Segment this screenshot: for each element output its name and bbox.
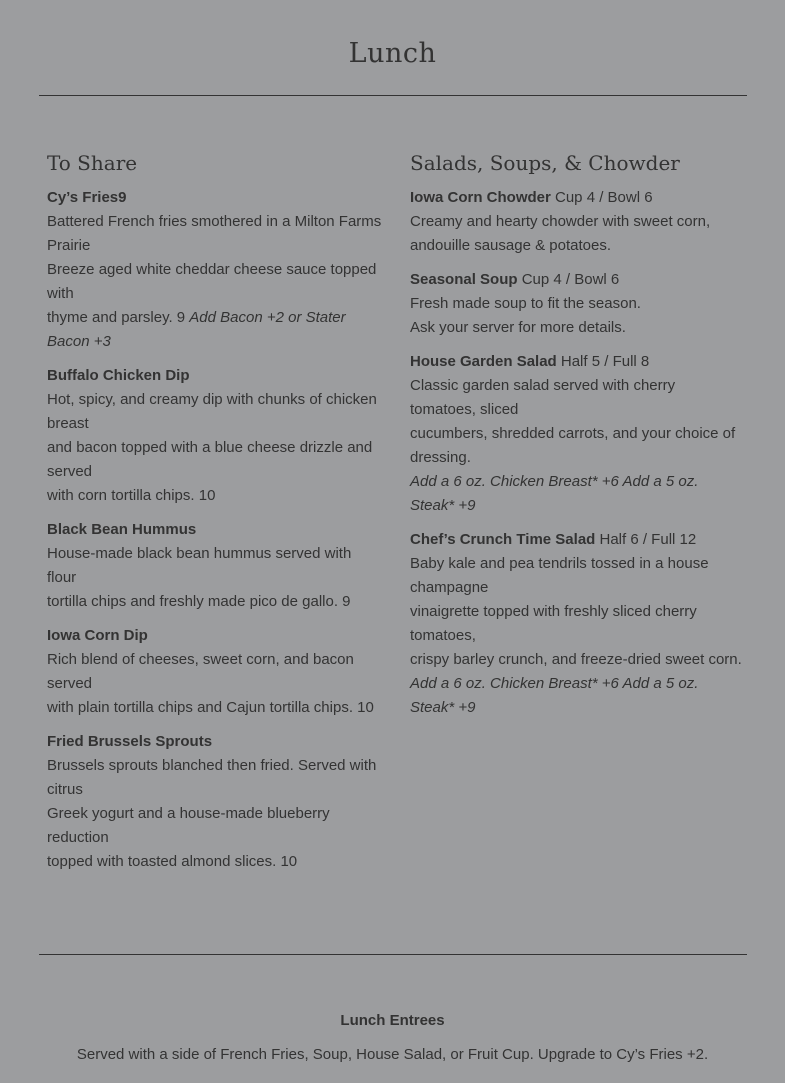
item-description-line: and bacon topped with a blue cheese drizzle and served	[47, 439, 373, 480]
item-addon: Add a 6 oz. Chicken Breast* +6 Add a 5 oz. Steak* +9	[410, 675, 699, 716]
item-name: Seasonal Soup	[410, 271, 518, 288]
item-description-line: Greek yogurt and a house-made blueberry reduction	[47, 805, 330, 846]
item-description-line: Hot, spicy, and creamy dip with chunks of chicken breast	[47, 391, 377, 432]
item-description-line: tortilla chips and freshly made pico de gallo. 9	[47, 593, 351, 610]
item-description-text: thyme and parsley. 9	[47, 309, 190, 326]
item-name: Iowa Corn Chowder	[410, 189, 551, 206]
item-name: Cy’s Fries9	[47, 189, 127, 206]
item-addon: Add a 6 oz. Chicken Breast* +6 Add a 5 oz. Steak* +9	[410, 473, 699, 514]
item-name: House Garden Salad	[410, 353, 557, 370]
menu-item	[410, 186, 745, 258]
item-price: Cup 4 / Bowl 6	[550, 189, 653, 206]
menu-item	[47, 186, 382, 354]
item-price: Cup 4 / Bowl 6	[517, 271, 620, 288]
item-description-line: Ask your server for more details.	[410, 319, 626, 336]
item-description-line: with corn tortilla chips. 10	[47, 487, 216, 504]
section-heading: To Share	[47, 151, 138, 175]
item-description-line: topped with toasted almond slices. 10	[47, 853, 298, 870]
item-description-line: cucumbers, shredded carrots, and your choice of dressing.	[410, 425, 736, 466]
item-description-line: Creamy and hearty chowder with sweet corn, andouille sausage & potatoes.	[410, 213, 711, 254]
top-divider	[39, 95, 747, 96]
item-description-line: Baby kale and pea tendrils tossed in a house champagne	[410, 555, 709, 596]
menu-item	[410, 528, 745, 720]
menu-item	[410, 350, 745, 518]
item-price: Half 6 / Full 12	[595, 531, 697, 548]
item-description-line: House-made black bean hummus served with flour	[47, 545, 352, 586]
item-name: Fried Brussels Sprouts	[47, 733, 213, 750]
item-price: Half 5 / Full 8	[556, 353, 650, 370]
bottom-divider	[39, 954, 747, 955]
item-description-line: Classic garden salad served with cherry tomatoes, sliced	[410, 377, 676, 418]
item-name: Buffalo Chicken Dip	[47, 367, 190, 384]
item-name: Black Bean Hummus	[47, 521, 197, 538]
item-description-line: Fresh made soup to fit the season.	[410, 295, 641, 312]
menu-item	[47, 730, 382, 874]
to-share-section	[47, 150, 382, 884]
section-heading: Salads, Soups, & Chowder	[410, 151, 680, 175]
item-description-line: Battered French fries smothered in a Milton Farms Prairie	[47, 213, 382, 254]
entrees-note: Served with a side of French Fries, Soup, House Salad, or Fruit Cup. Upgrade to Cy’s Fries +2.	[76, 1046, 709, 1063]
item-description-line: Breeze aged white cheddar cheese sauce topped with	[47, 261, 377, 302]
item-name: Iowa Corn Dip	[47, 627, 148, 644]
item-description-line	[47, 306, 382, 354]
item-addon: Add Bacon +2 or Stater Bacon +3	[47, 309, 346, 350]
menu-item	[47, 518, 382, 614]
salads-section	[410, 150, 745, 730]
entrees-heading: Lunch Entrees	[340, 1012, 445, 1029]
page-title: Lunch	[348, 38, 437, 69]
menu-item	[47, 364, 382, 508]
item-description-line: vinaigrette topped with freshly sliced cherry tomatoes,	[410, 603, 697, 644]
item-description-line: with plain tortilla chips and Cajun tortilla chips. 10	[47, 699, 374, 716]
item-description-line: crispy barley crunch, and freeze-dried sweet corn.	[410, 651, 742, 668]
menu-item	[47, 624, 382, 720]
item-name: Chef’s Crunch Time Salad	[410, 531, 596, 548]
item-description-line: Rich blend of cheeses, sweet corn, and bacon served	[47, 651, 354, 692]
menu-item	[410, 268, 745, 340]
item-description-line: Brussels sprouts blanched then fried. Served with citrus	[47, 757, 377, 798]
